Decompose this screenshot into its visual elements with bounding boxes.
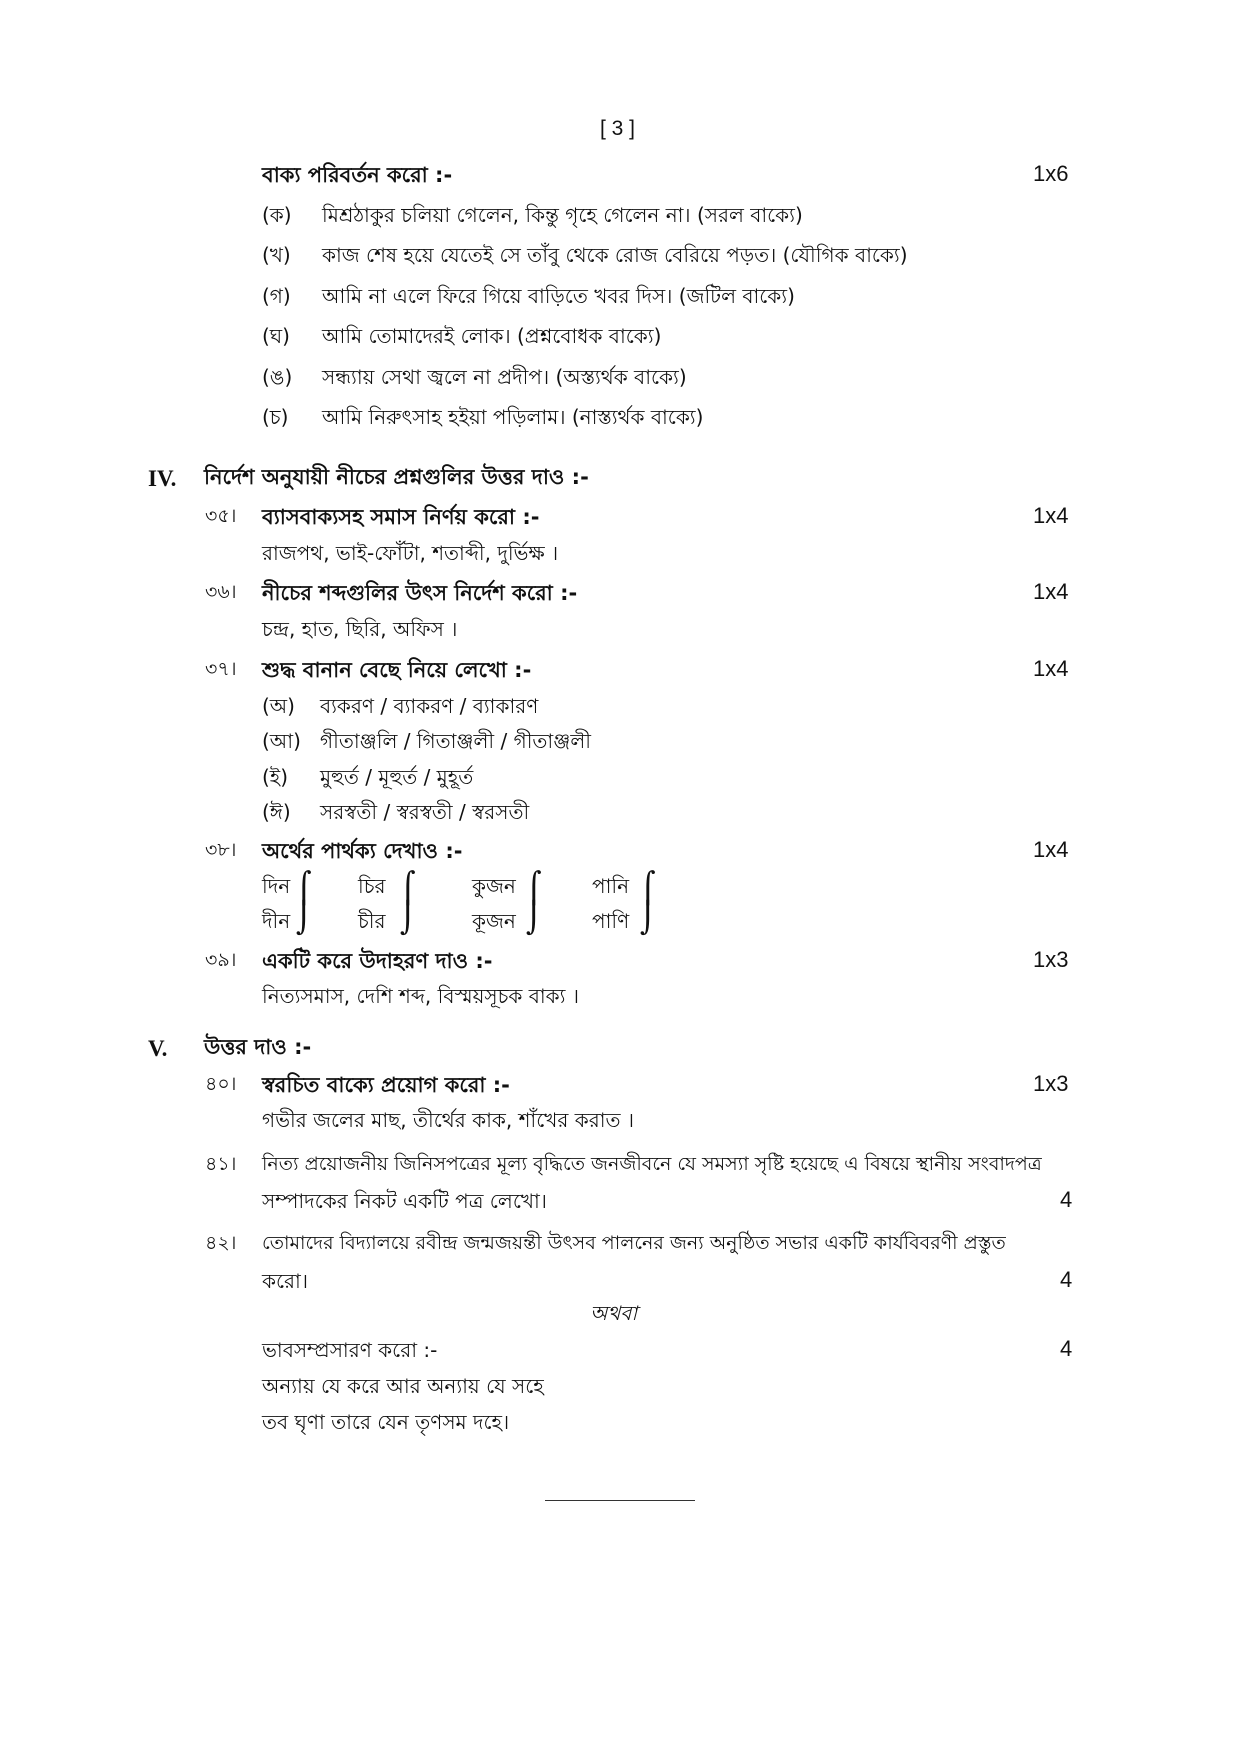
alt-marks: 4 (1060, 1336, 1073, 1361)
q40-text: গভীর জলের মাছ, তীর্থের কাক, শাঁখের করাত । (262, 1108, 635, 1132)
q36-text: চন্দ্র, হাত, ছিরি, অফিস । (262, 617, 458, 641)
or-separator: অথবা (590, 1301, 638, 1325)
alt-verse-line1: অন্যায় যে করে আর অন্যায় যে সহে (262, 1374, 544, 1398)
spelling-label: (আ) (262, 729, 301, 753)
q41-line1: নিত্য প্রয়োজনীয় জিনিসপত্রের মূল্য বৃদ্ধিতে জনজীবনে যে সমস্যা সৃষ্টি হয়েছে এ বিষয়ে স্থানীয় সংবাদপত্র (262, 1153, 1042, 1175)
transform-heading: বাক্য পরিবর্তন করো :- (262, 163, 453, 187)
question-number: ৪০। (205, 1073, 237, 1095)
q39-marks: 1x3 (1033, 947, 1069, 972)
item-text: আমি না এলে ফিরে গিয়ে বাড়িতে খবর দিস। (জটিল বাক্যে) (322, 284, 795, 308)
word-pair-top: কুজন (472, 874, 516, 898)
question-number: ৩৯। (205, 949, 237, 971)
q41-line2: সম্পাদকের নিকট একটি পত্র লেখো। (262, 1189, 547, 1213)
question-number: ৩৬। (205, 581, 237, 603)
item-label: (ঙ) (262, 365, 293, 389)
brace-icon: ⌠ (640, 871, 656, 906)
word-pair-bottom: পাণি (592, 909, 630, 933)
q40-marks: 1x3 (1033, 1071, 1069, 1096)
question-number: ৩৫। (205, 505, 237, 527)
word-pair-top: দিন (262, 874, 291, 898)
q37-heading: শুদ্ধ বানান বেছে নিয়ে লেখো :- (262, 658, 532, 682)
q36-heading: নীচের শব্দগুলির উৎস নির্দেশ করো :- (262, 581, 578, 605)
q35-marks: 1x4 (1033, 503, 1069, 528)
word-pair-top: চির (358, 874, 386, 898)
brace-icon: ⌠ (296, 871, 312, 906)
question-number: ৩৮। (205, 839, 237, 861)
spelling-options: মুহুর্ত / মূহুর্ত / মুহূর্ত (320, 765, 474, 789)
spelling-label: (ঈ) (262, 800, 291, 824)
brace-icon: ⌡ (640, 901, 656, 936)
q36-marks: 1x4 (1033, 579, 1069, 604)
brace-icon: ⌡ (296, 901, 312, 936)
q42-line1: তোমাদের বিদ্যালয়ে রবীন্দ্র জন্মজয়ন্তী উৎসব পালনের জন্য অনুষ্ঠিত সভার একটি কার্যবিবরণী প্রস্তুত (262, 1232, 1006, 1254)
transform-marks: 1x6 (1033, 161, 1069, 186)
spelling-options: সরস্বতী / স্বরস্বতী / স্বরসতী (320, 800, 530, 824)
q39-heading: একটি করে উদাহরণ দাও :- (262, 949, 493, 973)
spelling-label: (ই) (262, 765, 289, 789)
brace-icon: ⌠ (400, 871, 416, 906)
q35-text: রাজপথ, ভাই-ফোঁটা, শতাব্দী, দুর্ভিক্ষ । (262, 541, 559, 565)
brace-icon: ⌠ (526, 871, 542, 906)
section-iv-heading: নির্দেশ অনুযায়ী নীচের প্রশ্নগুলির উত্তর দাও :- (204, 465, 589, 489)
alt-heading: ভাবসম্প্রসারণ করো :- (262, 1338, 438, 1362)
page-number: [ 3 ] (600, 117, 636, 140)
q38-marks: 1x4 (1033, 837, 1069, 862)
item-label: (গ) (262, 284, 291, 308)
item-label: (ঘ) (262, 324, 290, 348)
q38-heading: অর্থের পার্থক্য দেখাও :- (262, 839, 463, 863)
spelling-label: (অ) (262, 694, 295, 718)
q42-line2: করো। (262, 1269, 308, 1293)
spelling-options: গীতাঞ্জলি / গিতাঞ্জলী / গীতাঞ্জলী (320, 729, 591, 753)
alt-verse-line2: তব ঘৃণা তারে যেন তৃণসম দহে। (262, 1410, 510, 1434)
section-v-numeral: V. (148, 1036, 168, 1061)
q40-heading: স্বরচিত বাক্যে প্রয়োগ করো :- (262, 1073, 510, 1097)
question-number: ৩৭। (205, 658, 237, 680)
word-pair-bottom: কূজন (472, 909, 516, 933)
item-text: সন্ধ্যায় সেথা জ্বলে না প্রদীপ। (অস্ত্যর্থক বাক্যে) (322, 365, 687, 389)
word-pair-bottom: চীর (358, 909, 386, 933)
q41-marks: 4 (1060, 1187, 1073, 1212)
item-text: মিশ্রঠাকুর চলিয়া গেলেন, কিন্তু গৃহে গেলেন না। (সরল বাক্যে) (322, 203, 803, 227)
section-v-heading: উত্তর দাও :- (204, 1035, 312, 1059)
item-label: (খ) (262, 243, 291, 267)
spelling-options: ব্যকরণ / ব্যাকরণ / ব্যাকারণ (320, 694, 539, 718)
q39-text: নিত্যসমাস, দেশি শব্দ, বিস্ময়সূচক বাক্য । (262, 984, 579, 1008)
q37-marks: 1x4 (1033, 656, 1069, 681)
question-number: ৪২। (205, 1232, 237, 1254)
item-text: আমি নিরুৎসাহ হইয়া পড়িলাম। (নাস্ত্যর্থক বাক্যে) (322, 405, 704, 429)
q42-marks: 4 (1060, 1267, 1073, 1292)
item-label: (চ) (262, 405, 289, 429)
end-divider (545, 1500, 695, 1501)
question-number: ৪১। (205, 1153, 237, 1175)
item-label: (ক) (262, 203, 292, 227)
brace-icon: ⌡ (400, 901, 416, 936)
q35-heading: ব্যাসবাক্যসহ সমাস নির্ণয় করো :- (262, 505, 540, 529)
item-text: আমি তোমাদেরই লোক। (প্রশ্নবোধক বাক্যে) (322, 324, 662, 348)
word-pair-bottom: দীন (262, 909, 291, 933)
brace-icon: ⌡ (526, 901, 542, 936)
word-pair-top: পানি (592, 874, 630, 898)
section-iv-numeral: IV. (148, 466, 177, 491)
item-text: কাজ শেষ হয়ে যেতেই সে তাঁবু থেকে রোজ বেরিয়ে পড়ত। (যৌগিক বাক্যে) (322, 243, 908, 267)
